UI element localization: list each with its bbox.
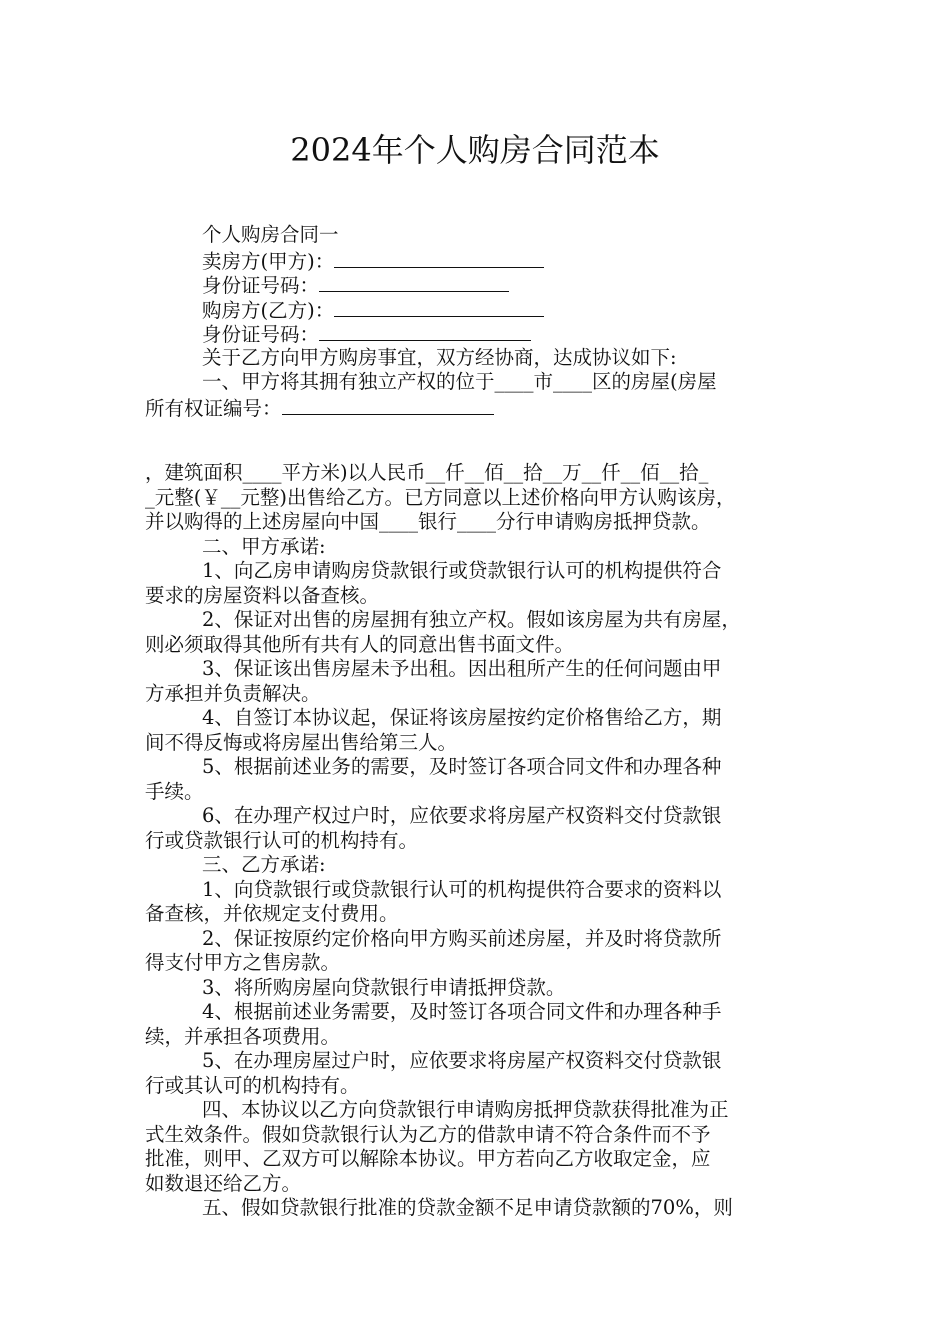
line-text: 要求的房屋资料以备查核。 [145,583,380,607]
paragraph-line [145,248,810,273]
paragraph-line [145,780,810,805]
paragraph-line [145,706,810,731]
line-text: 四、本协议以乙方向贷款银行申请购房抵押贷款获得批准为正 [202,1098,729,1121]
paragraph-line [145,976,810,1001]
paragraph-line [145,951,810,976]
line-text: 则必须取得其他所有共有人的同意出售书面文件。 [145,632,575,656]
line-text: 手续。 [145,779,204,803]
fill-in-blank[interactable] [319,321,531,341]
line-text: _元整(￥__元整)出售给乙方。已方同意以上述价格向甲方认购该房， [145,485,736,509]
paragraph-line [145,927,810,952]
paragraph-line [145,486,810,511]
paragraph-line [145,370,810,395]
line-text: 间不得反悔或将房屋出售给第三人。 [145,730,458,754]
line-text: 身份证号码： [202,323,320,346]
line-text: 如数退还给乙方。 [145,1171,302,1195]
line-text: 卖房方(甲方)： [202,249,335,273]
line-text: 方承担并负责解决。 [145,681,321,705]
paragraph-line [145,804,810,829]
paragraph-line [145,902,810,927]
line-text: 关于乙方向甲方购房事宜，双方经协商，达成协议如下: [202,345,677,369]
paragraph-line [145,1049,810,1074]
line-text: 2、保证按原约定价格向甲方购买前述房屋，并及时将贷款所 [202,926,722,950]
line-text: 4、自签订本协议起，保证将该房屋按约定价格售给乙方，期 [202,706,722,729]
line-text: 4、根据前述业务需要，及时签订各项合同文件和办理各种手 [202,1000,722,1023]
line-text: 5、在办理房屋过户时，应依要求将房屋产权资料交付贷款银 [202,1049,722,1072]
paragraph-line [145,1025,810,1050]
paragraph-line [145,1196,810,1221]
line-text: 3、保证该出售房屋未予出租。因出租所产生的任何问题由甲 [202,657,722,680]
line-text: 所有权证编号： [145,396,282,420]
line-text: 2、保证对出售的房屋拥有独立产权。假如该房屋为共有房屋， [202,608,741,631]
paragraph-line [145,829,810,854]
paragraph-line [145,510,810,535]
paragraph-line [145,853,810,878]
document-title: 2024年个人购房合同范本 [290,131,660,169]
line-text: 得支付甲方之售房款。 [145,951,341,974]
paragraph-line [145,272,810,297]
line-text: 一、甲方将其拥有独立产权的位于____市____区的房屋(房屋 [202,370,717,393]
line-text: 购房方(乙方)： [202,298,335,322]
paragraph-line [145,633,810,658]
line-text: 行或其认可的机构持有。 [145,1073,360,1097]
paragraph-line [145,559,810,584]
line-text: 6、在办理产权过户时，应依要求将房屋产权资料交付贷款银 [202,804,722,827]
paragraph-line [145,755,810,780]
paragraph-line [145,1172,810,1197]
paragraph-line [145,395,810,420]
paragraph-line [145,1123,810,1148]
line-text: 1、向乙房申请购房贷款银行或贷款银行认可的机构提供符合 [202,559,722,582]
fill-in-blank[interactable] [319,272,509,292]
fill-in-blank[interactable] [334,248,544,268]
line-text: ，建筑面积____平方米)以人民币__仟__佰__拾__万__仟__佰__拾_ [145,461,709,484]
fill-in-blank[interactable] [334,297,544,317]
paragraph-line [145,657,810,682]
paragraph-line [145,584,810,609]
paragraph-line [145,321,810,346]
line-text: 身份证号码： [202,274,320,297]
paragraph-line [145,1000,810,1025]
paragraph-line [145,535,810,560]
document-body [145,223,810,1221]
line-text: 5、根据前述业务的需要，及时签订各项合同文件和办理各种 [202,755,722,778]
paragraph-line [145,346,810,371]
paragraph-line [145,1074,810,1099]
line-text: 式生效条件。假如贷款银行认为乙方的借款申请不符合条件而不予 [145,1122,711,1146]
line-text: 备查核，并依规定支付费用。 [145,902,399,925]
paragraph-line [145,731,810,756]
line-text: 二、甲方承诺: [202,534,326,558]
fill-in-blank[interactable] [282,395,494,415]
paragraph-line [145,878,810,903]
blank-line [145,419,810,461]
line-text: 五、假如贷款银行批准的贷款金额不足申请贷款额的70%，则 [202,1196,733,1219]
line-text: 个人购房合同一 [202,223,339,246]
paragraph-line [145,608,810,633]
line-text: 1、向贷款银行或贷款银行认可的机构提供符合要求的资料以 [202,877,722,901]
paragraph-line [145,223,810,248]
paragraph-line [145,297,810,322]
paragraph-line [145,461,810,486]
paragraph-line [145,682,810,707]
paragraph-line [145,1147,810,1172]
line-text: 并以购得的上述房屋向中国____银行____分行申请购房抵押贷款。 [145,510,711,533]
line-text: 3、将所购房屋向贷款银行申请抵押贷款。 [202,975,566,999]
paragraph-line [145,1098,810,1123]
line-text: 三、乙方承诺: [202,853,326,876]
line-text: 续，并承担各项费用。 [145,1024,341,1048]
line-text: 批准，则甲、乙双方可以解除本协议。甲方若向乙方收取定金，应 [145,1147,711,1170]
line-text: 行或贷款银行认可的机构持有。 [145,828,419,852]
